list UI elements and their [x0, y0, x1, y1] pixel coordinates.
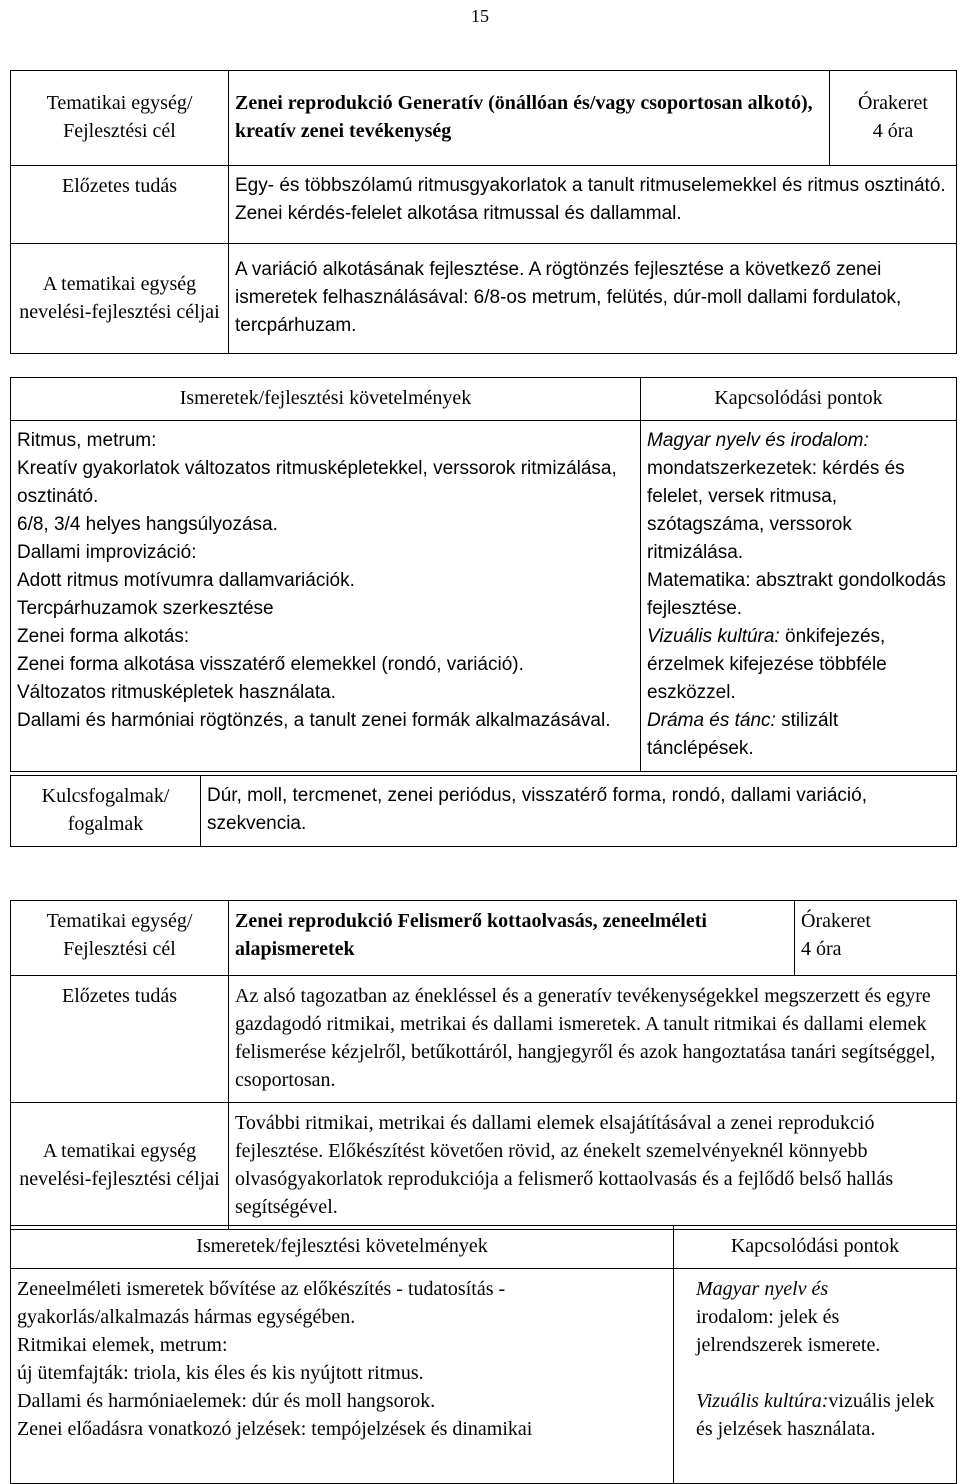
req-line: Dallami improvizáció:	[17, 542, 197, 563]
link-subject: Vizuális kultúra:	[647, 626, 780, 647]
link-subject: Magyar nyelv és	[696, 1278, 829, 1300]
req-line: Zenei forma alkotás:	[17, 626, 190, 647]
unit1-label-prior: Előzetes tudás	[11, 166, 229, 244]
req-line: 6/8, 3/4 helyes hangsúlyozása.	[17, 514, 278, 535]
unit1-label-keywords: Kulcsfogalmak/ fogalmak	[11, 776, 201, 847]
link-text: vizuális jelek és jelzések használata.	[696, 1390, 935, 1440]
link-text: mondatszerkezetek: kérdés és felelet, versek ritmusa, szótagszáma, verssorok ritmizálása.	[647, 458, 905, 563]
req-line: Dallami és harmóniaelemek: dúr és moll hangsorok.	[17, 1390, 436, 1412]
unit2-unit-title: Zenei reprodukció Felismerő kottaolvasás, zeneelméleti alapismeretek	[229, 901, 795, 976]
unit1-requirements-table	[10, 377, 957, 772]
unit1-col-links: Kapcsolódási pontok	[641, 378, 957, 421]
unit2-goals-text: További ritmikai, metrikai és dallami elemek elsajátításával a zenei reprodukció fejlesztése. Előkészítést követően rövid, az énekelt szemelvényeknél könnyebb olvasógyakorlatok reprodukciója a felismerő kottaolvasás és a fejlődő belső hallás segítségével.	[229, 1103, 957, 1230]
req-line: Tercpárhuzamok szerkesztése	[17, 598, 274, 619]
req-line: új ütemfajták: triola, kis éles és kis nyújtott ritmus.	[17, 1362, 424, 1384]
unit2-label-prior: Előzetes tudás	[11, 976, 229, 1103]
unit2-label-unit: Tematikai egység/ Fejlesztési cél	[11, 901, 229, 976]
unit2-req-list	[11, 1269, 674, 1484]
unit2-table	[10, 900, 957, 1230]
unit1-hours: Órakeret 4 óra	[830, 71, 957, 166]
unit1-goals-text: A variáció alkotásának fejlesztése. A rögtönzés fejlesztése a következő zenei ismeretek felhasználásával: 6/8-os metrum, felütés, dúr-moll dallami fordulatok, tercpárhuzam.	[229, 244, 957, 354]
req-line: Dallami és harmóniai rögtönzés, a tanult zenei formák alkalmazásával.	[17, 710, 611, 731]
link-subject: Magyar nyelv és irodalom:	[647, 430, 869, 451]
unit2-col-links: Kapcsolódási pontok	[674, 1226, 957, 1269]
link-text: Matematika: absztrakt gondolkodás fejlesztése.	[647, 570, 946, 619]
unit1-label-goals: A tematikai egység nevelési-fejlesztési céljai	[11, 244, 229, 354]
req-line: Adott ritmus motívumra dallamvariációk.	[17, 570, 355, 591]
unit2-requirements-table	[10, 1225, 957, 1484]
unit1-table	[10, 70, 957, 354]
unit1-keywords-table	[10, 775, 957, 847]
unit2-hours: Órakeret 4 óra	[795, 901, 957, 976]
req-line: Ritmus, metrum:	[17, 430, 157, 451]
req-line: Változatos ritmusképletek használata.	[17, 682, 336, 703]
link-text: stilizált tánclépések.	[647, 710, 839, 759]
req-line: Zeneelméleti ismeretek bővítése az előkészítés - tudatosítás - gyakorlás/alkalmazás hármas egységében.	[17, 1278, 506, 1328]
req-line: Zenei előadásra vonatkozó jelzések: tempójelzések és dinamikai	[17, 1418, 533, 1440]
unit2-links-list	[674, 1269, 957, 1484]
unit1-prior-text: Egy- és többszólamú ritmusgyakorlatok a tanult ritmuselemekkel és ritmus osztinátó. Zenei kérdés-felelet alkotása ritmussal és dallammal.	[229, 166, 957, 244]
unit2-prior-text: Az alsó tagozatban az énekléssel és a generatív tevékenységekkel megszerzett és egyre gazdagodó ritmikai, metrikai és dallami ismeretek. A tanult ritmikai és dallami elemek felismerése kézjelről, betűkottáról, hangjegyről és azok hangoztatása tanári segítséggel, csoportosan.	[229, 976, 957, 1103]
unit1-keywords-text: Dúr, moll, tercmenet, zenei periódus, visszatérő forma, rondó, dallami variáció, szekvencia.	[201, 776, 957, 847]
req-line: Zenei forma alkotása visszatérő elemekkel (rondó, variáció).	[17, 654, 524, 675]
req-line: Ritmikai elemek, metrum:	[17, 1334, 228, 1356]
unit1-label-unit: Tematikai egység/ Fejlesztési cél	[11, 71, 229, 166]
unit2-label-goals: A tematikai egység nevelési-fejlesztési céljai	[11, 1103, 229, 1230]
unit1-col-req: Ismeretek/fejlesztési követelmények	[11, 378, 641, 421]
unit2-col-req: Ismeretek/fejlesztési követelmények	[11, 1226, 674, 1269]
unit1-links-list	[641, 421, 957, 772]
link-subject: Dráma és tánc:	[647, 710, 776, 731]
unit1-unit-title: Zenei reprodukció Generatív (önállóan és/vagy csoportosan alkotó), kreatív zenei tevékenység	[229, 71, 830, 166]
link-text: irodalom: jelek és jelrendszerek ismerete.	[696, 1306, 881, 1356]
link-text: önkifejezés, érzelmek kifejezése többféle eszközzel.	[647, 626, 887, 703]
link-subject: Vizuális kultúra:	[696, 1390, 829, 1412]
req-line: Kreatív gyakorlatok változatos ritmusképletekkel, verssorok ritmizálása, osztinátó.	[17, 458, 617, 507]
unit1-req-list	[11, 421, 641, 772]
page-number: 15	[471, 6, 489, 26]
